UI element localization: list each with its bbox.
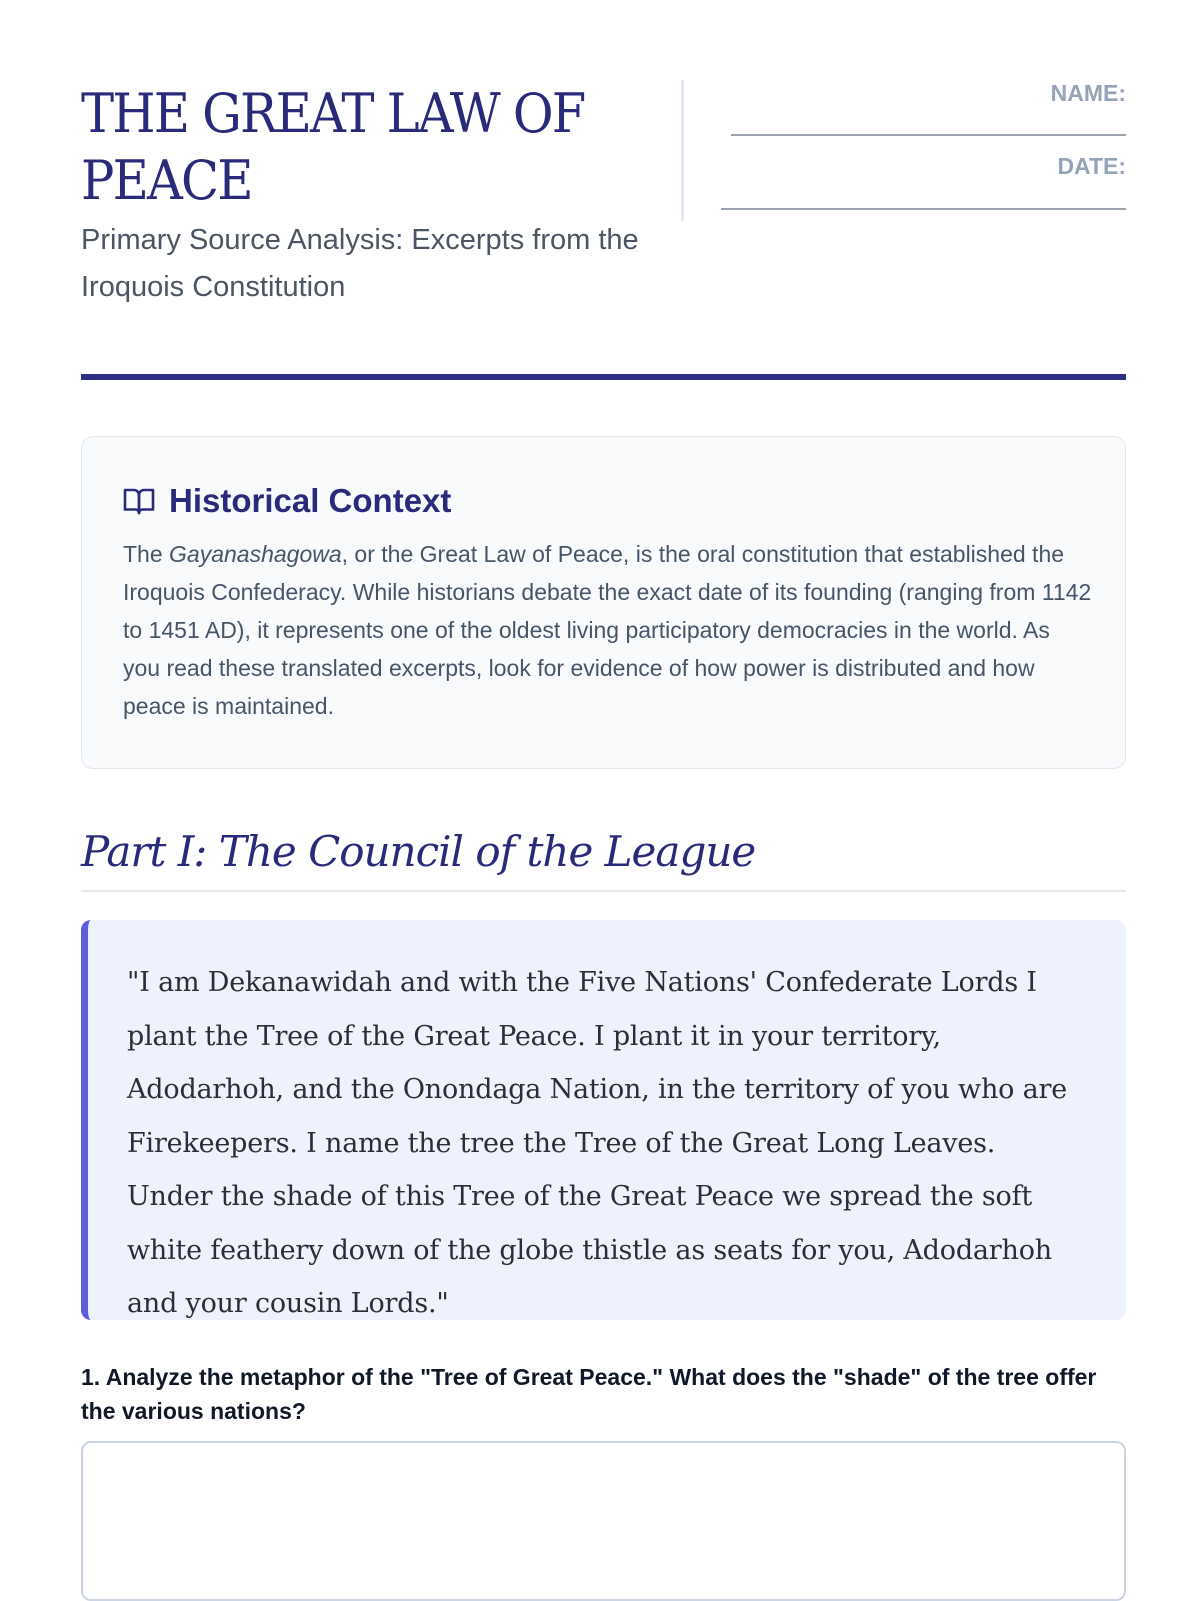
context-heading: Historical Context [169, 482, 452, 519]
name-field[interactable] [731, 134, 1126, 136]
part-1-heading: Part I: The Council of the League [81, 827, 756, 876]
source-quote [81, 920, 1126, 1320]
context-intro: The [123, 541, 170, 567]
title-line-2: PEACE [81, 149, 252, 212]
historical-context-box [81, 436, 1126, 769]
header-rule [81, 374, 1126, 380]
answer-1-field[interactable] [81, 1441, 1126, 1601]
book-open-icon [123, 486, 155, 516]
title-line-1: THE GREAT LAW OF [81, 82, 585, 145]
page-title [81, 80, 679, 214]
part-1-divider [81, 890, 1126, 892]
quote-text: "I am Dekanawidah and with the Five Nations' Confederate Lords I plant the Tree of the Great Peace. I plant it in your territory, Adodarhoh, and the Onondaga Nation, in the territory of you who are Firekeepers. I name the tree the Tree of the Great Long Leaves. Under the shade of this Tree of the Great Peace we spread the soft white feathery down of the globe thistle as seats for you, Adodarhoh and your cousin Lords." [127, 967, 1067, 1319]
header-divider [681, 80, 684, 221]
page-subtitle: Primary Source Analysis: Excerpts from the Iroquois Constitution [81, 224, 639, 303]
date-label: DATE: [1057, 153, 1126, 179]
context-header [123, 481, 451, 521]
context-term: Gayanashagowa [169, 541, 342, 567]
title-block [81, 80, 681, 214]
context-paragraph [123, 535, 1093, 725]
date-field[interactable] [721, 208, 1126, 210]
question-1: 1. Analyze the metaphor of the "Tree of Great Peace." What does the "shade" of the tree offer the various nations? [81, 1364, 1097, 1424]
name-label: NAME: [1050, 80, 1126, 106]
context-body: , or the Great Law of Peace, is the oral constitution that established the Iroquois Confederacy. While historians debate the exact date of its founding (ranging from 1142 to 1451 AD), it represents one of the oldest living participatory democracies in the world. As you read these translated excerpts, look for evidence of how power is distributed and how peace is maintained. [123, 541, 1092, 719]
header [81, 80, 1126, 380]
